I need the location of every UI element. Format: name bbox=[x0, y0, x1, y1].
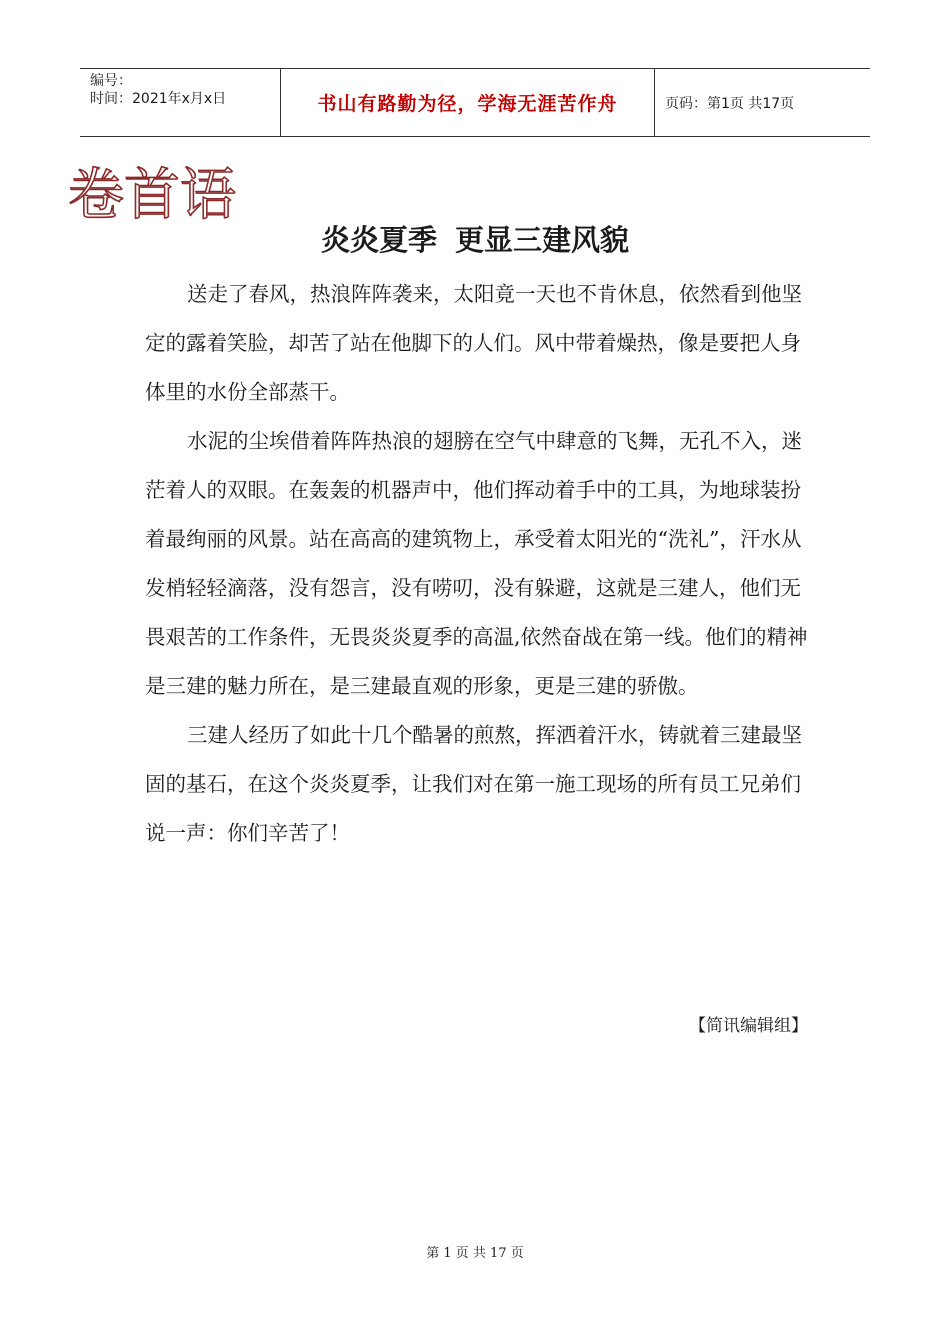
header-number: 编号： bbox=[90, 73, 132, 89]
article-body bbox=[145, 270, 813, 858]
page-footer: 第 1 页 共 17 页 bbox=[426, 1246, 524, 1261]
section-heading: 卷首语 bbox=[68, 163, 236, 228]
document-header bbox=[80, 68, 870, 137]
paragraph-2: 水泥的尘埃借着阵阵热浪的翅膀在空气中肆意的飞舞，无孔不入，迷茫着人的双眼。在轰轰的机器声中，他们挥动着手中的工具，为地球装扮着最绚丽的风景。站在高高的建筑物上，承受着太阳光的“洗礼”，汗水从发梢轻轻滴落，没有怨言，没有唠叨，没有躲避，这就是三建人，他们无畏艰苦的工作条件，无畏炎炎夏季的高温,依然奋战在第一线。他们的精神是三建的魅力所在，是三建最直观的形象，更是三建的骄傲。 bbox=[145, 429, 808, 698]
article-title-part1: 炎炎夏季 bbox=[320, 223, 437, 257]
paragraph-1: 送走了春风，热浪阵阵袭来，太阳竟一天也不肯休息，依然看到他坚定的露着笑脸，却苦了站在他脚下的人们。风中带着燥热，像是要把人身体里的水份全部蒸干。 bbox=[145, 282, 802, 404]
article-signature: 【简讯编辑组】 bbox=[689, 1016, 808, 1036]
paragraph-3: 三建人经历了如此十几个酷暑的煎熬，挥洒着汗水，铸就着三建最坚固的基石，在这个炎炎夏季，让我们对在第一施工现场的所有员工兄弟们说一声：你们辛苦了！ bbox=[145, 723, 802, 845]
header-motto: 书山有路勤为径，学海无涯苦作舟 bbox=[281, 69, 655, 136]
article-title-part2: 更显三建风貌 bbox=[455, 223, 630, 257]
header-page-info: 页码：第1页 共17页 bbox=[665, 95, 795, 112]
article-title bbox=[0, 218, 950, 262]
header-date: 时间：2021年x月x日 bbox=[90, 91, 227, 107]
header-meta bbox=[80, 69, 281, 136]
